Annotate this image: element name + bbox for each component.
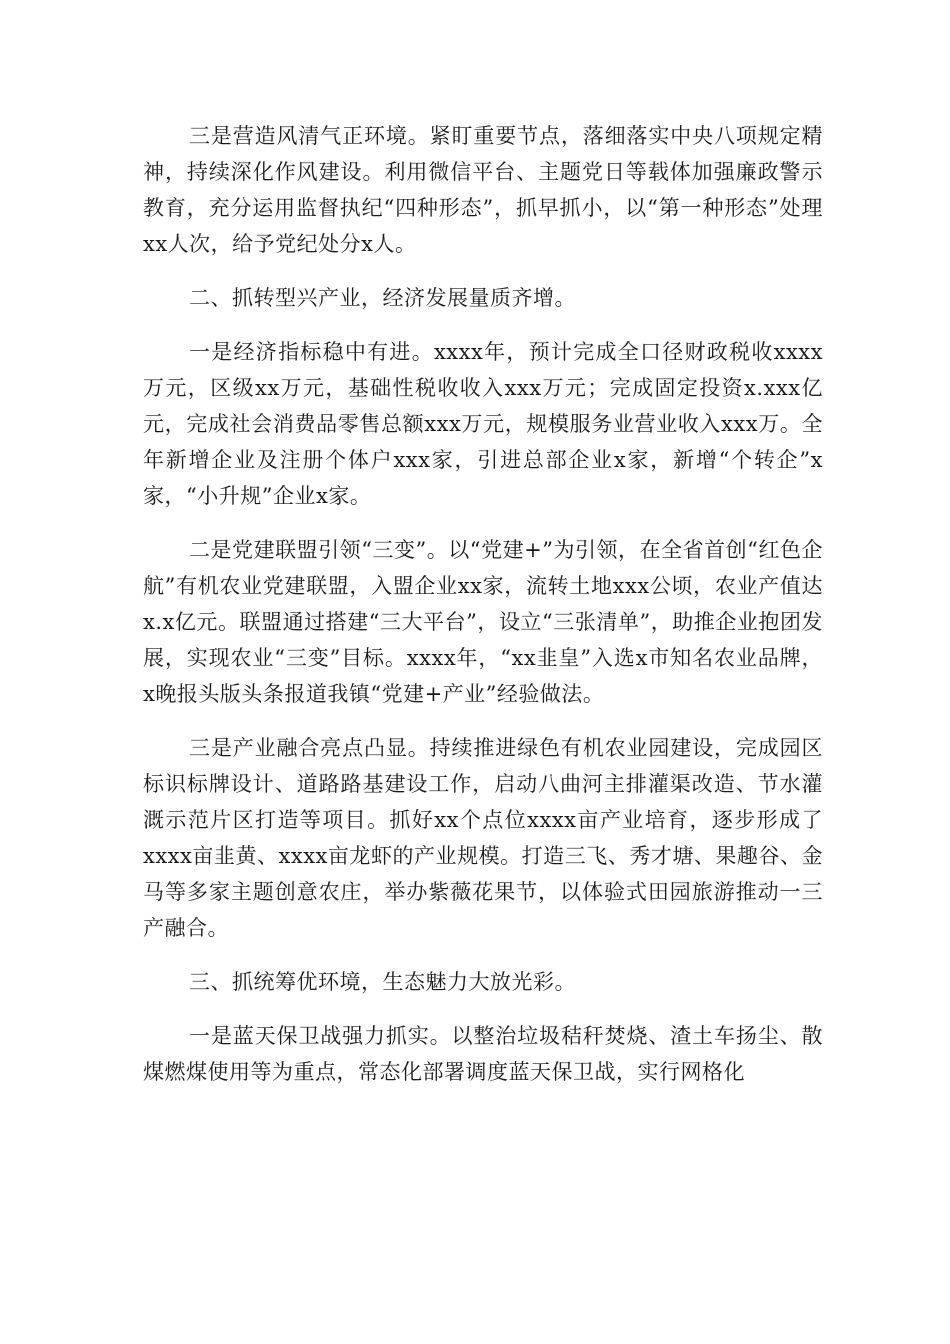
paragraph-party-alliance: 二是党建联盟引领“三变”。以“党建+”为引领，在全省首创“红色企航”有机农业党建联盟，入盟企业xx家，流转土地xxx公顷，农业产值达x.x亿元。联盟通过搭建“三大平台”，设立“三张清单”，助推企业抱团发展，实现农业“三变”目标。xxxx年，“xx韭皇”入选x市知名农业品牌，x晚报头版头条报道我镇“党建+产业”经验做法。 [143, 538, 823, 706]
section-heading-environment: 三、抓统筹优环境，生态魅力大放光彩。 [189, 970, 576, 994]
section-heading-industry: 二、抓转型兴产业，经济发展量质齐增。 [189, 286, 576, 310]
paragraph-blue-sky: 一是蓝天保卫战强力抓实。以整治垃圾秸秆焚烧、渣土车扬尘、散煤燃煤使用等为重点，常态化部署调度蓝天保卫战，实行网格化 [143, 1024, 823, 1084]
paragraph-industry-integration: 三是产业融合亮点凸显。持续推进绿色有机农业园建设，完成园区标识标牌设计、道路路基建设工作，启动八曲河主排灌渠改造、节水灌溉示范片区打造等项目。抓好xx个点位xxxx亩产业培育，逐步形成了xxxx亩韭黄、xxxx亩龙虾的产业规模。打造三飞、秀才塘、果趣谷、金马等多家主题创意农庄，举办紫薇花果节，以体验式田园旅游推动一三产融合。 [143, 736, 823, 940]
paragraph-integrity-environment: 三是营造风清气正环境。紧盯重要节点，落细落实中央八项规定精神，持续深化作风建设。利用微信平台、主题党日等载体加强廉政警示教育，充分运用监督执纪“四种形态”，抓早抓小，以“第一种形态”处理xx人次，给予党纪处分x人。 [143, 124, 823, 256]
document-body [143, 118, 823, 1108]
paragraph-economic-indicators: 一是经济指标稳中有进。xxxx年，预计完成全口径财政税收xxxx万元，区级xx万元，基础性税收收入xxx万元；完成固定投资x.xxx亿元，完成社会消费品零售总额xxx万元，规模服务业营业收入xxx万。全年新增企业及注册个体户xxx家，引进总部企业x家，新增“个转企”x家，“小升规”企业x家。 [143, 340, 823, 508]
